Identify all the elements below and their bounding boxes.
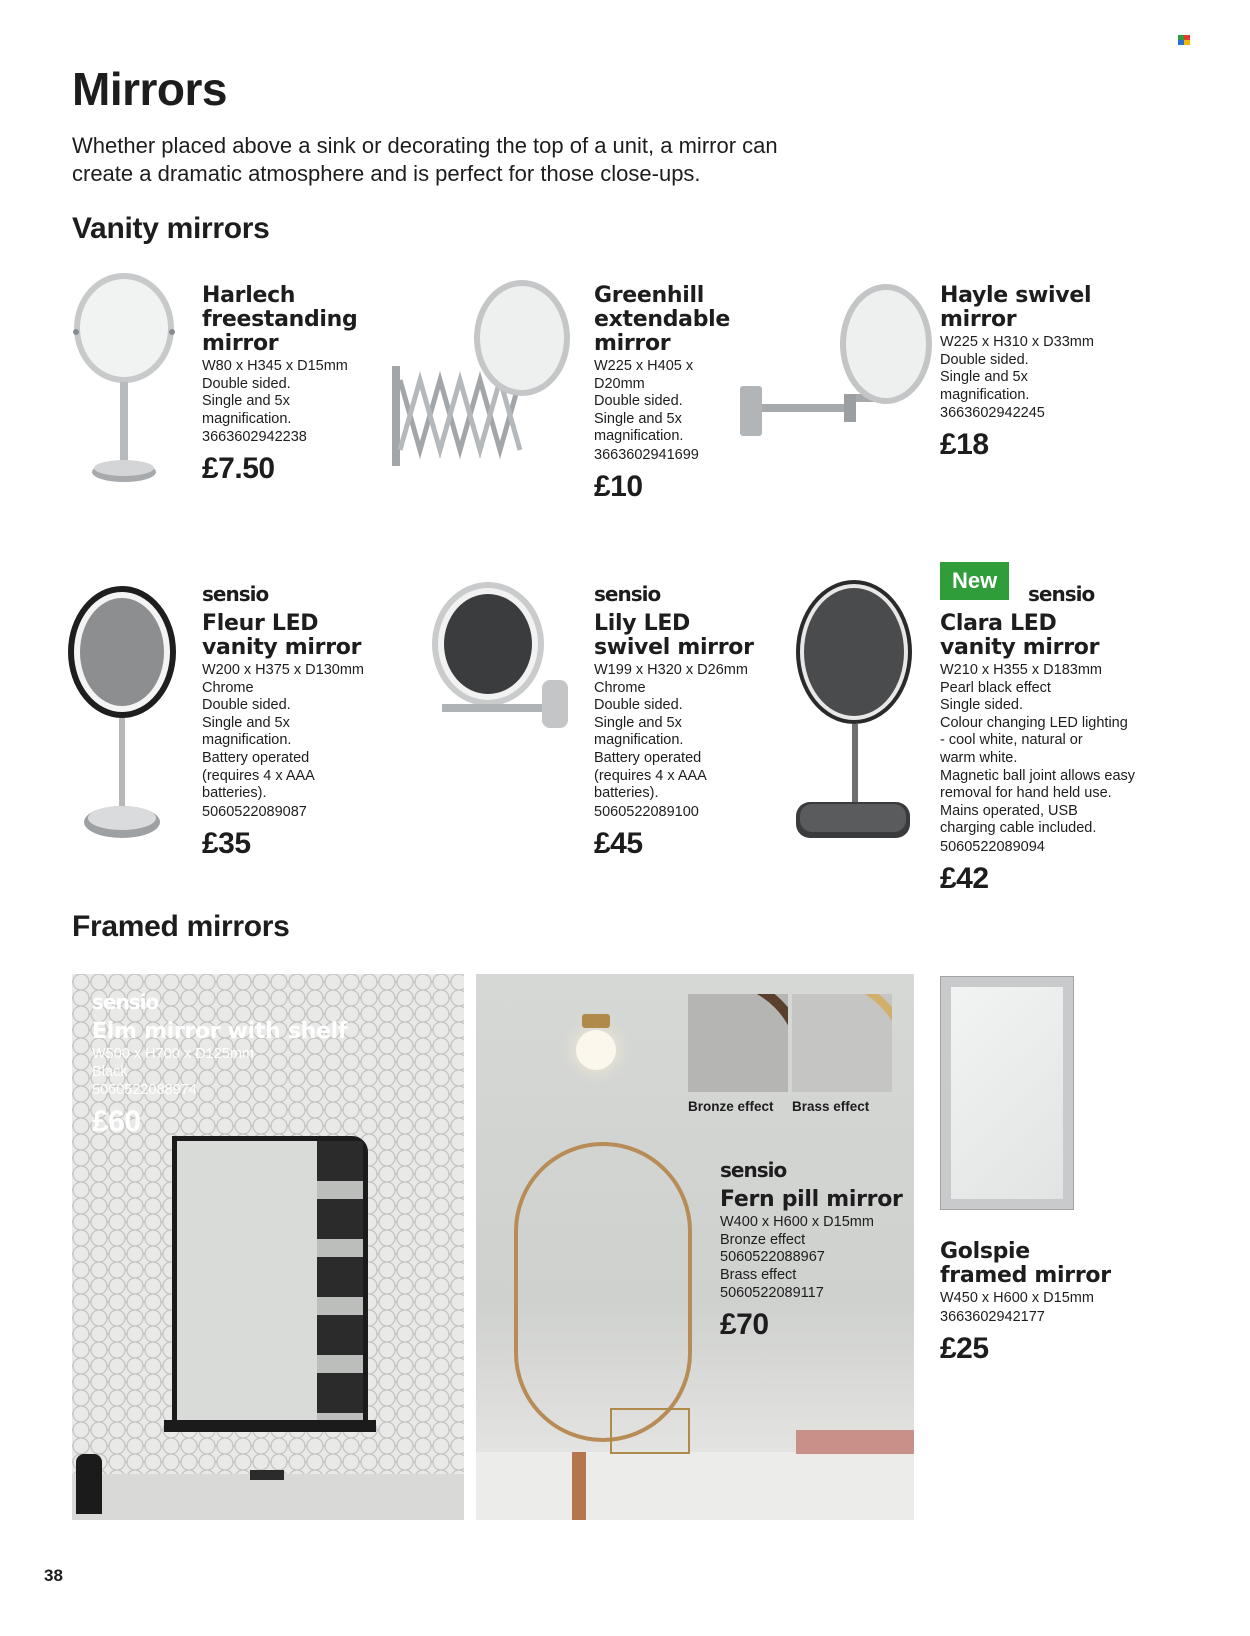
product-name: Elm mirror with shelf [92,1019,348,1044]
product-price: £42 [940,861,989,895]
golspie-mirror-image [940,976,1074,1210]
product-specs: W80 x H345 x D15mm Double sided. Single and 5x magnification. [202,358,348,427]
product-lily [594,582,824,861]
swatch-label-bronze: Bronze effect [688,1099,774,1114]
elm-mirror-frame [172,1136,368,1426]
product-name: Fleur LED vanity mirror [202,611,362,660]
product-code: 5060522089087 [202,803,307,820]
new-badge: New [940,562,1009,600]
swatch-brass [792,994,892,1092]
sensio-logo: sensio [92,990,159,1014]
product-code: 3663602942245 [940,405,1045,422]
section-title-framed: Framed mirrors [72,910,290,943]
product-code: 5060522089117 [720,1285,824,1302]
product-specs: W225 x H310 x D33mm Double sided. Single and 5x magnification. [940,334,1094,403]
product-name: Clara LED vanity mirror [940,611,1100,660]
intro-text: Whether placed above a sink or decorating the top of a unit, a mirror can create a dramatic atmosphere and is perfect for those close-ups. [72,133,778,186]
product-name: Greenhill extendable mirror [594,283,731,356]
product-harlech [202,284,432,486]
product-specs: W400 x H600 x D15mm Bronze effect 5060522088967 Brass effect [720,1214,874,1283]
product-clara [940,582,1210,896]
product-name: Fern pill mirror [720,1187,903,1212]
swatch-label-brass: Brass effect [792,1099,870,1114]
product-code: 5060522088974 [92,1082,197,1099]
product-elm [92,990,452,1139]
page-number: 38 [44,1566,63,1585]
brand-flag-icon [1178,32,1190,42]
product-code: 3663602942238 [202,429,307,446]
product-code: 5060522089094 [940,838,1045,855]
product-hayle [940,284,1190,462]
sensio-logo: sensio [594,582,661,606]
product-code: 3663602942177 [940,1308,1045,1325]
swatch-bronze [688,994,788,1092]
product-price: £35 [202,826,251,860]
lily-mirror-image [432,580,582,750]
product-name: Harlech freestanding mirror [202,283,358,356]
page-title: Mirrors [72,63,227,115]
sensio-logo: sensio [720,1158,787,1182]
product-price: £70 [720,1308,769,1342]
product-fleur [202,582,432,861]
wall-light-image [576,1030,616,1070]
product-code: 5060522089100 [594,803,699,820]
tap-image [76,1454,102,1514]
product-fern [720,1158,920,1342]
copper-tap-image [572,1452,586,1520]
elm-shelf [164,1420,376,1432]
product-name: Hayle swivel mirror [940,283,1092,332]
sensio-logo: sensio [1028,582,1095,606]
product-greenhill [594,284,824,504]
product-price: £45 [594,826,643,860]
product-specs: W225 x H405 x D20mm Double sided. Single and 5x magnification. [594,358,694,445]
product-specs: W210 x H355 x D183mm Pearl black effect Single sided. Colour changing LED lighting - cool white, natural or warm white. Magnetic ball joint allows easy removal for hand held use. Mains operated, USB charging cable included. [940,662,1136,837]
product-price: £10 [594,469,643,503]
product-specs: W199 x H320 x D26mm Chrome Double sided. Single and 5x magnification. Battery operated (requires 4 x AAA batteries). [594,662,748,802]
product-name: Lily LED swivel mirror [594,611,754,660]
product-specs: W200 x H375 x D130mm Chrome Double sided. Single and 5x magnification. Battery operated (requires 4 x AAA batteries). [202,662,364,802]
section-title-vanity: Vanity mirrors [72,212,270,245]
product-price: £7.50 [202,452,275,486]
product-code: 3663602941699 [594,446,699,463]
product-golspie [940,1240,1180,1366]
sensio-logo: sensio [202,582,269,606]
fleur-mirror-image [64,586,182,848]
fern-pill-frame [514,1142,692,1442]
harlech-mirror-image [68,272,186,504]
product-specs: W450 x H600 x D15mm [940,1290,1094,1306]
product-price: £18 [940,428,989,462]
product-name: Golspie framed mirror [940,1239,1111,1288]
product-price: £60 [92,1105,141,1139]
product-price: £25 [940,1331,989,1365]
product-specs: W500 x H700 x D125mm Black [92,1046,254,1080]
